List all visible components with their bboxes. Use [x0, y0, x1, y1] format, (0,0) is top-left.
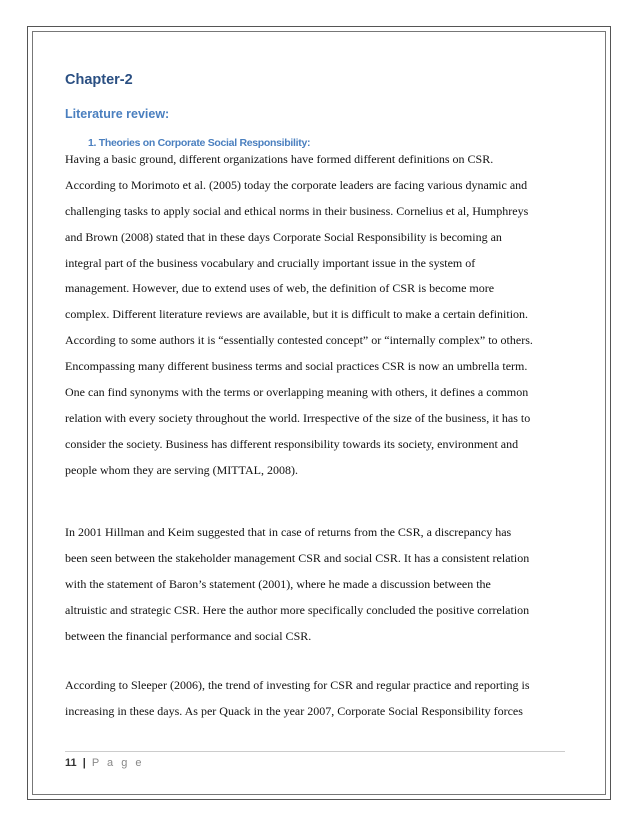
- text-line: consider the society. Business has different responsibility towards its society, environment and: [65, 436, 519, 451]
- text-line: been seen between the stakeholder management CSR and social CSR. It has a consistent relation: [65, 550, 530, 565]
- text-line: with the statement of Baron’s statement (2001), where he made a discussion between the: [65, 576, 491, 591]
- text-line: One can find synonyms with the terms or overlapping meaning with others, it defines a common: [65, 385, 529, 400]
- text-line: integral part of the business vocabulary and crucially important issue in the system of: [65, 255, 476, 270]
- text-line: and Brown (2008) stated that in these days Corporate Social Responsibility is becoming an: [65, 229, 502, 244]
- page-label: P a g e: [91, 757, 145, 769]
- text-line: According to Sleeper (2006), the trend of investing for CSR and regular practice and reporting is: [65, 678, 530, 692]
- text-line: Encompassing many different business terms and social practices CSR is now an umbrella term.: [65, 359, 528, 374]
- text-line: Having a basic ground, different organizations have formed different definitions on CSR.: [65, 152, 494, 166]
- text-line: increasing in these days. As per Quack in the year 2007, Corporate Social Responsibility forces: [65, 703, 523, 718]
- footer-separator: |: [82, 757, 86, 769]
- paragraph-2: [65, 524, 575, 653]
- footer-rule: [65, 751, 565, 752]
- text-line: complex. Different literature reviews are available, but it is difficult to make a certain definition.: [65, 307, 529, 322]
- text-line: challenging tasks to apply social and ethical norms in their business. Cornelius et al, Humphreys: [65, 203, 529, 218]
- paragraph-1: [65, 151, 575, 488]
- text-line: According to some authors it is “essentially contested concept” or “internally complex” to others.: [65, 333, 533, 348]
- text-line: In 2001 Hillman and Keim suggested that in case of returns from the CSR, a discrepancy has: [65, 525, 512, 539]
- text-line: people whom they are serving (MITTAL, 2008).: [65, 462, 298, 477]
- chapter-heading: Chapter-2: [65, 72, 133, 88]
- text-line: management. However, due to extend uses of web, the definition of CSR is become more: [65, 281, 495, 296]
- page-number: 11: [65, 757, 77, 769]
- text-line: According to Morimoto et al. (2005) today the corporate leaders are facing various dynamic and: [65, 177, 528, 192]
- page-footer: [65, 757, 144, 769]
- text-line: relation with every society throughout the world. Irrespective of the size of the business, it has to: [65, 410, 531, 425]
- paragraph-3: [65, 677, 575, 729]
- text-line: altruistic and strategic CSR. Here the author more specifically concluded the positive correlation: [65, 602, 530, 617]
- subsection-heading: 1. Theories on Corporate Social Responsibility:: [88, 137, 311, 149]
- text-line: between the financial performance and social CSR.: [65, 628, 312, 643]
- section-heading: Literature review:: [65, 107, 170, 121]
